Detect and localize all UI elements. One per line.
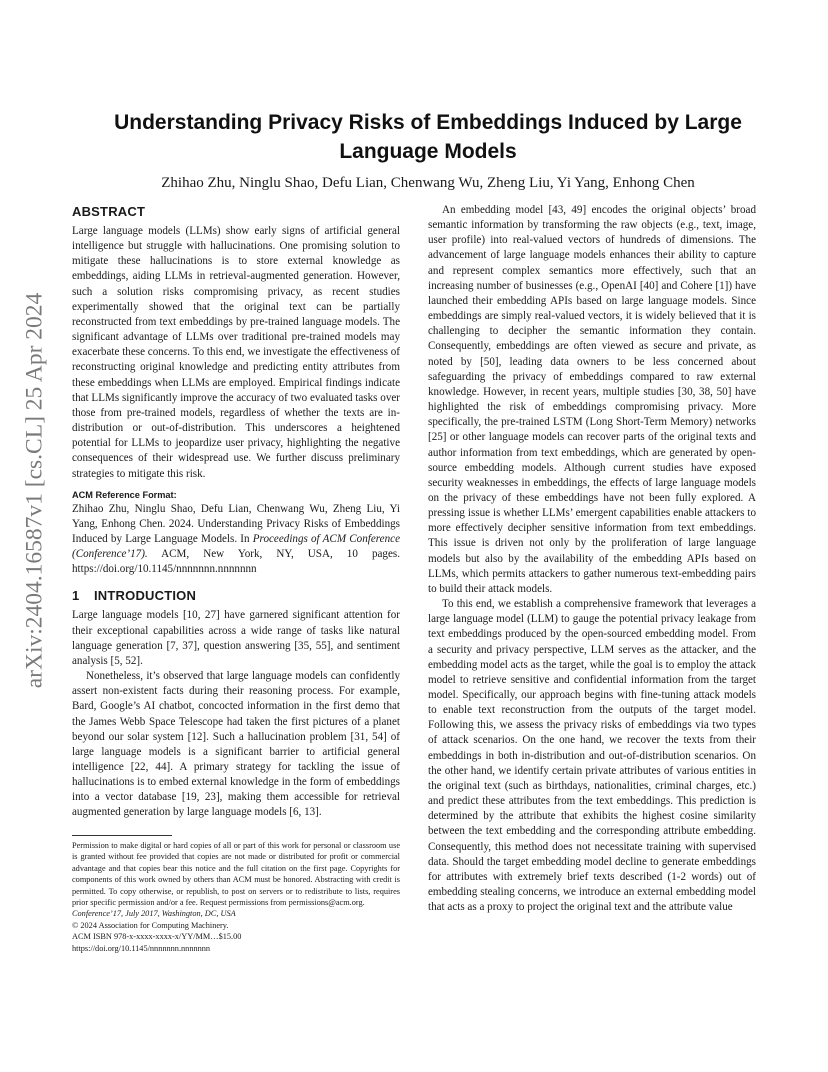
intro-paragraph-2: Nonetheless, it’s observed that large language models can confidently assert non-existent facts during their reasoning process. For example, Bard, Google’s AI chatbot, concocted information in the first demo that the James Webb Space Telescope had taken the first pictures of a planet beyond our solar system [12]. Such a hallucination problem [31, 54] of large language models is a significant barrier to artificial general intelligence [22, 44]. A primary strategy for tackling the issue of hallucinations is to embed external knowledge in the form of embeddings into a vector database [19, 23], making them accessible for retrieval augmented generation by large language models [6, 13]. [72, 670, 400, 819]
paper-title: Understanding Privacy Risks of Embeddings Induced by Large Language Models [114, 111, 742, 163]
footnote-divider [72, 835, 172, 836]
left-column [72, 203, 400, 821]
arxiv-identifier [18, 210, 52, 770]
arxiv-stamp-text: arXiv:2404.16587v1 [cs.CL] 25 Apr 2024 [21, 292, 48, 688]
abstract-heading: ABSTRACT [72, 204, 146, 219]
copyright-footnote [72, 840, 400, 954]
author-list: Zhihao Zhu, Ninglu Shao, Defu Lian, Chenwang Wu, Zheng Liu, Yi Yang, Enhong Chen [161, 175, 695, 191]
abstract-text: Large language models (LLMs) show early signs of artificial general intelligence but struggle with hallucinations. One promising solution to mitigate these hallucinations is to store external knowledge as embeddings, aiding LLMs in retrieval-augmented generation. However, such a solution risks compromising privacy, as recent studies experimentally showed that the original text can be partially reconstructed from text embeddings by pre-trained language models. The significant advantage of LLMs over traditional pre-trained models may exacerbate these concerns. To this end, we investigate the effectiveness of reconstructing original knowledge and predicting entity attributes from these embeddings when LLMs are employed. Empirical findings indicate that LLMs significantly improve the accuracy of two evaluated tasks over those from pre-trained models, regardless of whether the texts are in-distribution or out-of-distribution. This underscores a heightened potential for LLMs to jeopardize user privacy, highlighting the negative consequences of their widespread use. We further discuss preliminary strategies to mitigate this risk. [72, 225, 400, 480]
permission-notice: Permission to make digital or hard copies of all or part of this work for personal or classroom use is granted without fee provided that copies are not made or distributed for profit or commercial advantage and that copies bear this notice and the full citation on the first page. Copyrights for components of this work owned by others than ACM must be honored. Abstracting with credit is permitted. To copy otherwise, or republish, to post on servers or to redistribute to lists, requires prior specific permission and/or a fee. Request permissions from permissions@acm.org. [72, 841, 400, 908]
acm-reference-heading: ACM Reference Format: [72, 489, 177, 500]
isbn-line: ACM ISBN 978-x-xxxx-xxxx-x/YY/MM…$15.00 [72, 932, 242, 942]
doi-link[interactable]: https://doi.org/10.1145/nnnnnnn.nnnnnnn [72, 943, 211, 953]
section-number: 1 [72, 588, 80, 604]
intro-paragraph-4: To this end, we establish a comprehensive framework that leverages a large language model (LLM) to gauge the potential privacy leakage from text embeddings produced by the open-sourced embedding model. From a security and privacy perspective, LLM serves as the attacker, and the embedding model acts as the target, while the goal is to employ the attack model to retrieve sensitive and confidential information from the target model. Specifically, our approach begins with fine-tuning attack models to enable text reconstruction from the outputs of the target model. Following this, we assess the privacy risks of embeddings via two types of attack scenarios. On the one hand, we recover the texts from their embeddings in both in-distribution and out-of-distribution scenarios. On the other hand, we identify certain private attributes of various entities in the original text (such as birthdays, nationalities, criminal charges, etc.) and predict these attributes from the text embeddings. This prediction is determined by the attribute that exhibits the highest cosine similarity between the text embedding and the corresponding attribute embedding. Consequently, this method does not necessitate training with supervised data. Should the target embedding model decline to generate embeddings for attributes with extremely brief texts described (1-2 words) out of embedding stealing concerns, we introduce an external embedding model that acts as a proxy to project the original text and the attribute value [428, 598, 756, 914]
section-title: INTRODUCTION [94, 588, 197, 604]
acm-reference-venue: Proceedings of ACM Conference (Conference’17). [72, 532, 400, 561]
right-column [428, 203, 756, 915]
acm-reference-text [72, 502, 400, 578]
acm-reference-prefix: Zhihao Zhu, Ninglu Shao, Defu Lian, Chenwang Wu, Zheng Liu, Yi Yang, Enhong Chen. 2024. Understanding Privacy Risks of Embeddings Induced by Large Language Models. In [72, 502, 400, 545]
intro-paragraph-1: Large language models [10, 27] have garnered significant attention for their exceptional capabilities across a wide range of tasks like natural language generation [7, 37], question answering [35, 55], and sentiment analysis [5, 52]. [72, 609, 400, 667]
intro-paragraph-3: An embedding model [43, 49] encodes the original objects’ broad semantic information by transforming the raw objects (e.g., text, image, user profile) into real-valued vectors of hundreds of dimensions. The advancement of large language models enhances their ability to capture and represent complex semantics more effectively, such that an increasing number of businesses (e.g., OpenAI [40] and Cohere [1]) have launched their embedding APIs based on large language models. Since embeddings are simply real-valued vectors, it is widely believed that it is challenging to decipher the semantic information they contain. Consequently, embeddings are often viewed as secure and private, as noted by [50], leading data owners to be less concerned about safeguarding the privacy of embeddings compared to raw external knowledge. However, in recent years, multiple studies [30, 38, 50] have highlighted the risk of embeddings compromising privacy. More specifically, the pre-trained LSTM (Long Short-Term Memory) networks [25] or other language models can recover parts of the original texts and author information from text embeddings, which are generated by open-source embedding models. Although current studies have exposed security weaknesses in embeddings, the effects of large language models on the privacy of these embeddings have not been fully explored. A pressing issue is whether LLMs’ emergent capabilities enable attackers to more effectively decipher sensitive information from text embeddings. This issue is driven not only by the proliferation of large language models but also by the availability of the embedding APIs based on LLMs, which permits attackers to gather numerous text-embedding pairs to build their attack models. [428, 204, 756, 595]
acm-reference-suffix: ACM, New York, NY, USA, 10 pages. https://doi.org/10.1145/nnnnnnn.nnnnnnn [72, 548, 400, 576]
copyright-line: © 2024 Association for Computing Machinery. [72, 920, 229, 930]
conference-info: Conference’17, July 2017, Washington, DC, USA [72, 909, 236, 919]
introduction-heading [72, 587, 400, 605]
